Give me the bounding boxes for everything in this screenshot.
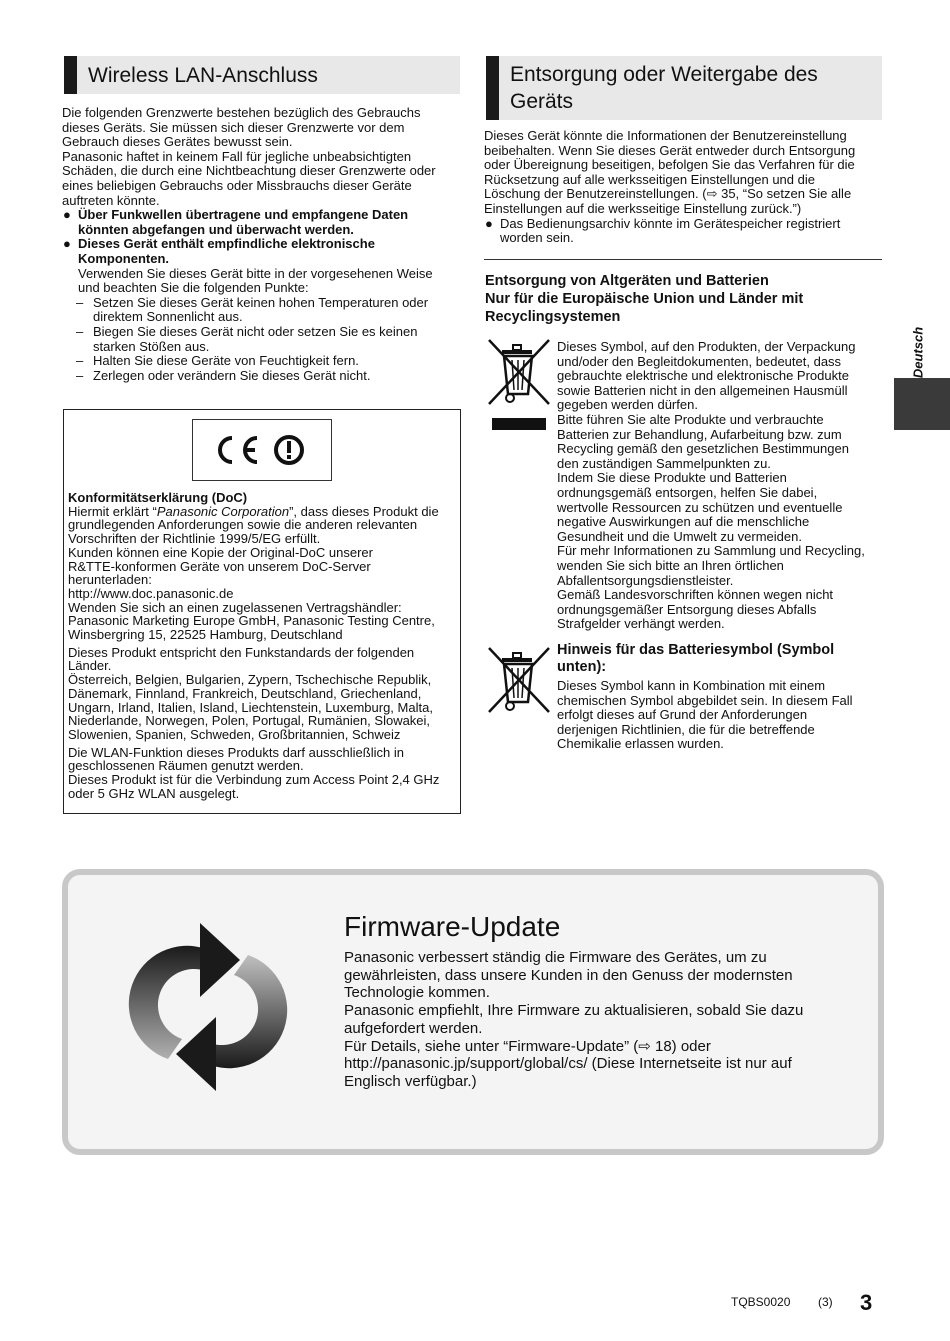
footer-sub: (3) — [818, 1295, 833, 1309]
text-line: Rücksetzung auf alle werksseitigen Einstellungen und die — [484, 171, 815, 187]
bullet-item — [62, 237, 460, 266]
bullet-dot: ● — [63, 236, 71, 252]
wireless-intro — [62, 106, 460, 208]
footer-code: TQBS0020 — [731, 1295, 791, 1309]
text-line: Gemäß Landesvorschriften können wegen nicht — [557, 587, 834, 603]
language-tab-label: Deutsch — [910, 326, 926, 379]
text-line: Zerlegen oder verändern Sie dieses Gerät nicht. — [93, 367, 371, 383]
text-line: herunterladen: — [68, 572, 152, 588]
doc-title: Konformitätserklärung (DoC) — [68, 490, 248, 505]
text-line: Recycling gemäß den gesetzlichen Bestimmungen — [557, 441, 849, 457]
text-line: chemischen Symbol abgebildet sein. In diesem Fall — [557, 692, 853, 708]
text-line: Die WLAN-Funktion dieses Produkts darf ausschließlich in — [68, 744, 404, 760]
text-line: Nur für die Europäische Union und Länder mit — [485, 291, 804, 307]
text-line: den zuständigen Sammelpunkten zu. — [557, 455, 771, 471]
dash-mark: – — [76, 367, 84, 383]
text-line: Einstellungen auf die werksseitige Einstellung zurück.”) — [484, 200, 802, 216]
text-line: unten): — [557, 659, 607, 675]
divider — [484, 259, 882, 260]
text-line: gewährleisten, dass unsere Kunden in den Genuss der modernsten — [344, 966, 793, 984]
ce-mark-box — [192, 419, 332, 481]
disposal-body — [484, 129, 882, 246]
text-line: Dänemark, Finnland, Frankreich, Deutschland, Griechenland, — [68, 685, 422, 701]
weee-text — [557, 340, 883, 632]
firmware-title: Firmware-Update — [344, 911, 561, 942]
text-line: Technologie kommen. — [344, 984, 490, 1002]
dash-mark: – — [76, 294, 84, 310]
crossed-bin-icon — [486, 336, 552, 432]
dash-mark: – — [76, 323, 84, 339]
header-bar — [486, 56, 499, 120]
text-line: Winsbergring 15, 22525 Hamburg, Deutschland — [68, 627, 343, 643]
text-line: Halten Sie diese Geräte von Feuchtigkeit fern. — [93, 353, 359, 369]
crossed-bin-battery-icon — [486, 644, 552, 716]
dash-mark: – — [76, 353, 84, 369]
text-line: sowie Batterien nicht in den allgemeinen Hausmüll — [557, 382, 848, 398]
text-line: Löschung der Benutzereinstellungen. (⇨ 35, “So setzen Sie alle — [484, 186, 852, 202]
text-line: Schäden, die durch eine Nichtbeachtung dieser Grenzwerte oder — [62, 163, 436, 179]
dash-item — [62, 369, 460, 384]
text-line: wertvolle Ressourcen zu schützen und eventuelle — [557, 499, 843, 515]
text-line: Dieses Symbol, auf den Produkten, der Verpackung — [557, 339, 856, 354]
bullet-item — [484, 217, 882, 246]
text-line: grundlegenden Anforderungen sowie die anderen relevanten — [68, 517, 418, 533]
title-line: Geräts — [510, 90, 574, 113]
text-line: erfolgt dieses auf Grund der Anforderungen — [557, 707, 808, 723]
bullet-item — [62, 208, 460, 237]
text-line: direktem Sonnenlicht aus. — [93, 309, 243, 325]
text-line: worden sein. — [500, 230, 574, 246]
text-line: ordnungsgemäßer Entsorgung dieses Abfalls — [557, 601, 817, 617]
section-header-disposal — [486, 56, 882, 120]
text-line: Chemikalie erlassen wurden. — [557, 736, 724, 752]
firmware-text — [344, 949, 884, 1091]
text-line: eines beliebigen Gebrauchs oder Missbrauchs dieser Geräte — [62, 177, 412, 193]
doc-box — [63, 409, 461, 814]
text-line: geschlossenen Räumen genutzt werden. — [68, 758, 304, 774]
bullet-text: Dieses Gerät enthält empfindliche elektronische — [78, 236, 375, 252]
text-line: Bitte führen Sie alte Produkte und verbrauchte — [557, 411, 824, 427]
text-line: Setzen Sie dieses Gerät keinen hohen Temperaturen oder — [93, 294, 429, 310]
doc-text — [68, 491, 460, 800]
text-line: Österreich, Belgien, Bulgarien, Zypern, Tschechische Republik, — [68, 672, 432, 688]
text-line: Recyclingsystemen — [485, 309, 621, 325]
text-line: Englisch verfügbar.) — [344, 1072, 477, 1090]
text-line: R&TTE-konformen Geräte von unserem DoC-Server — [68, 558, 371, 574]
text-line: und beachten Sie die folgenden Punkte: — [78, 280, 309, 296]
text-line: Verwenden Sie dieses Gerät bitte in der vorgesehenen Weise — [78, 265, 433, 281]
text-line: Dieses Symbol kann in Kombination mit einem — [557, 678, 826, 693]
wireless-body — [62, 106, 460, 383]
title-line: Entsorgung oder Weitergabe des — [510, 63, 818, 86]
text-line: Niederlande, Norwegen, Polen, Portugal, Rumänien, Slowakei, — [68, 713, 431, 729]
text-line: Ungarn, Irland, Italien, Island, Liechtenstein, Luxemburg, Malta, — [68, 699, 433, 715]
firmware-update-box — [62, 869, 884, 1155]
text-line: Slowenien, Spanien, Schweden, Großbritannien, Schweiz — [68, 726, 401, 742]
text-line: oder Übereignung beseitigen, befolgen Sie das Verfahren für die — [484, 157, 855, 173]
text-fragment: Hiermit erklärt “ — [68, 503, 157, 519]
text-line: Panasonic Marketing Europe GmbH, Panasonic Testing Centre, — [68, 613, 435, 629]
text-line: Strafgelder verhängt werden. — [557, 616, 725, 632]
bullet-dot: ● — [485, 215, 493, 231]
battery-heading — [557, 642, 883, 676]
weee-subheading — [485, 272, 883, 326]
dash-item — [62, 296, 460, 325]
doc-url: http://www.doc.panasonic.de — [68, 585, 234, 601]
text-line: Das Bedienungsarchiv könnte im Gerätespeicher registriert — [500, 215, 841, 231]
text-line: und/oder den Begleitdokumenten, bedeutet, dass — [557, 353, 842, 369]
section-title-disposal — [510, 61, 818, 115]
bullet-dot: ● — [63, 207, 71, 223]
bullet-subtext — [62, 267, 460, 296]
bullet-text: Über Funkwellen übertragene und empfangene Daten — [78, 207, 409, 223]
refresh-arrows-icon — [128, 917, 288, 1097]
text-line: Panasonic empfiehlt, Ihre Firmware zu aktualisieren, sobald Sie dazu — [344, 1002, 804, 1020]
bullet-text: Komponenten. — [78, 250, 169, 266]
text-line: Dieses Gerät könnte die Informationen der Benutzereinstellung — [484, 128, 847, 143]
text-line: Abfallentsorgungsdienstleister. — [557, 572, 734, 588]
text-line: Gesundheit und die Umwelt zu vermeiden. — [557, 528, 802, 544]
text-fragment: ”, dass dieses Produkt die — [289, 503, 439, 519]
text-line: derjenigen Richtlinien, die für die betreffende — [557, 721, 815, 737]
text-line: gebrauchte elektrische und elektronische Produkte — [557, 368, 849, 384]
language-tab — [894, 378, 950, 430]
text-line: Dieses Produkt entspricht den Funkstandards der folgenden — [68, 644, 415, 660]
page-number: 3 — [860, 1290, 873, 1315]
dash-item — [62, 325, 460, 354]
text-line: Die folgenden Grenzwerte bestehen bezüglich des Gebrauchs — [62, 105, 421, 120]
text-line: auftreten könnte. — [62, 192, 160, 208]
text-line: gegeben werden dürfen. — [557, 397, 698, 413]
text-line: wenden Sie sich bitte an Ihren örtlichen — [557, 557, 784, 573]
text-line: starken Stößen aus. — [93, 338, 210, 354]
text-line: Wenden Sie sich an einen zugelassenen Vertragshändler: — [68, 599, 402, 615]
bullet-text: könnten abgefangen und überwacht werden. — [78, 221, 354, 237]
text-line: Batterien zur Behandlung, Aufarbeitung bzw. zum — [557, 426, 842, 442]
text-line: Panasonic haftet in keinem Fall für jegliche unbeabsichtigten — [62, 148, 412, 164]
section-title-wireless: Wireless LAN-Anschluss — [88, 64, 318, 87]
doc-line-manufacturer — [68, 505, 460, 519]
text-line: Für mehr Informationen zu Sammlung und Recycling, — [557, 543, 865, 559]
header-bar — [64, 56, 77, 94]
text-line: Biegen Sie dieses Gerät nicht oder setzen Sie es keinen — [93, 323, 418, 339]
section-header-wireless — [64, 56, 460, 94]
company-name: Panasonic Corporation — [156, 503, 290, 519]
text-line: Hinweis für das Batteriesymbol (Symbol — [557, 642, 835, 658]
text-line: negative Auswirkungen auf die menschliche — [557, 514, 810, 530]
text-line: Kunden können eine Kopie der Original-DoC unserer — [68, 544, 373, 560]
text-line: Panasonic verbessert ständig die Firmware des Gerätes, um zu — [344, 949, 767, 966]
battery-text — [557, 679, 883, 752]
text-line: Indem Sie diese Produkte und Batterien — [557, 470, 787, 486]
dash-item — [62, 354, 460, 369]
ce-alert-icon — [192, 419, 332, 481]
text-line: Länder. — [68, 658, 112, 674]
text-line: Vorschriften der Richtlinie 1999/5/EG erfüllt. — [68, 531, 321, 547]
text-line: ordnungsgemäß entsorgen, helfen Sie dabei, — [557, 484, 818, 500]
text-line: aufgefordert werden. — [344, 1019, 483, 1037]
text-line: Entsorgung von Altgeräten und Batterien — [485, 273, 769, 289]
text-line: Gebrauch dieses Gerätes bewusst sein. — [62, 134, 293, 150]
support-url: http://panasonic.jp/support/global/cs/ (Diese Internetseite ist nur auf — [344, 1055, 792, 1073]
text-line: dieses Geräts. Sie müssen sich dieser Grenzwerte vor dem — [62, 119, 405, 135]
text-line: beibehalten. Wenn Sie dieses Gerät entweder durch Entsorgung — [484, 142, 856, 158]
text-line: oder 5 GHz WLAN ausgelegt. — [68, 785, 240, 801]
text-line: Dieses Produkt ist für die Verbindung zum Access Point 2,4 GHz — [68, 772, 440, 788]
text-line: Für Details, siehe unter “Firmware-Update” (⇨ 18) oder — [344, 1037, 711, 1055]
